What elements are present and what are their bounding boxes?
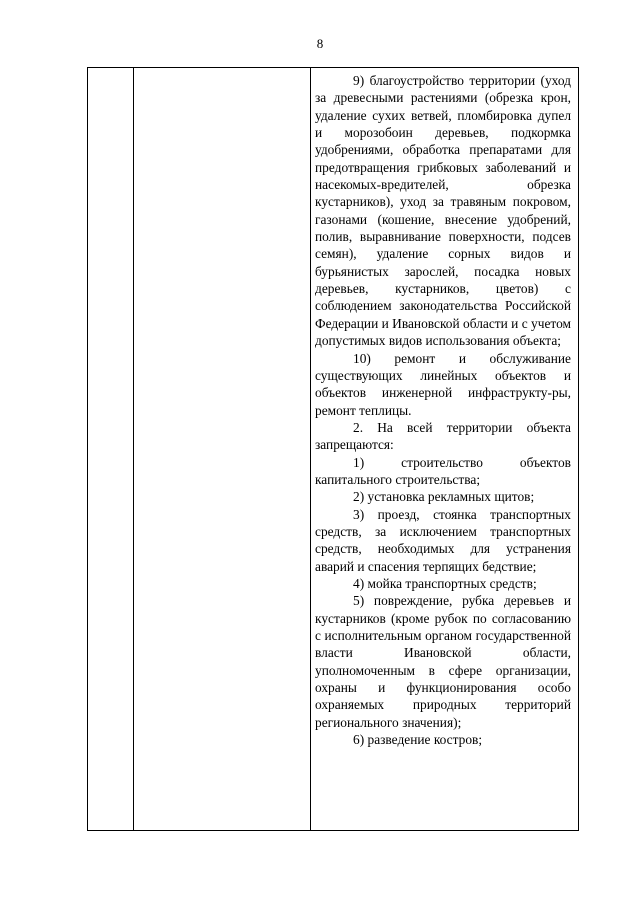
- paragraph-item-10-repair: 10) ремонт и обслуживание существующих линейных объектов и объектов инженерной инфраструкту-ры, ремонт теплицы.: [315, 350, 571, 418]
- paragraph-prohibition-3: 3) проезд, стоянка транспортных средств, за исключением транспортных средств, необходимых для устранения аварий и спасения терпящих бедствие;: [315, 506, 571, 574]
- paragraph-section-2-prohibitions: 2. На всей территории объекта запрещаются:: [315, 419, 571, 453]
- paragraph-prohibition-5: 5) повреждение, рубка деревьев и кустарников (кроме рубок по согласованию с исполнительным органом государственной власти Ивановской области, уполномоченным в сфере организации, охраны и функционирования особо охраняемых природных территорий регионального значения);: [315, 593, 571, 730]
- paragraph-prohibition-4: 4) мойка транспортных средств;: [353, 575, 537, 591]
- table-column-divider-2: [310, 68, 311, 830]
- paragraph-prohibition-2: 2) установка рекламных щитов;: [353, 489, 535, 505]
- page-number: 8: [316, 36, 324, 51]
- table-text-cell: [315, 72, 571, 748]
- regulation-table: [87, 67, 579, 831]
- paragraph-item-9-landscaping: 9) благоустройство территории (уход за древесными растениями (обрезка крон, удаление сухих ветвей, пломбировка дупел и морозобоин деревьев, подкормка удобрениями, обработка препаратами для предотвращения грибковых заболеваний и насекомых-вредителей, обрезка кустарников), уход за травяным покровом, газонами (кошение, внесение удобрений, полив, выравнивание поверхности, подсев семян), удаление сорных видов и бурьянистых зарослей, посадка новых деревьев, кустарников, цветов) с соблюдением законодательства Российской Федерации и Ивановской области и с учетом допустимых видов использования объекта;: [315, 73, 571, 349]
- paragraph-prohibition-1: 1) строительство объектов капитального строительства;: [315, 454, 571, 487]
- paragraph-prohibition-6: 6) разведение костров;: [353, 732, 483, 748]
- table-column-divider-1: [133, 68, 134, 830]
